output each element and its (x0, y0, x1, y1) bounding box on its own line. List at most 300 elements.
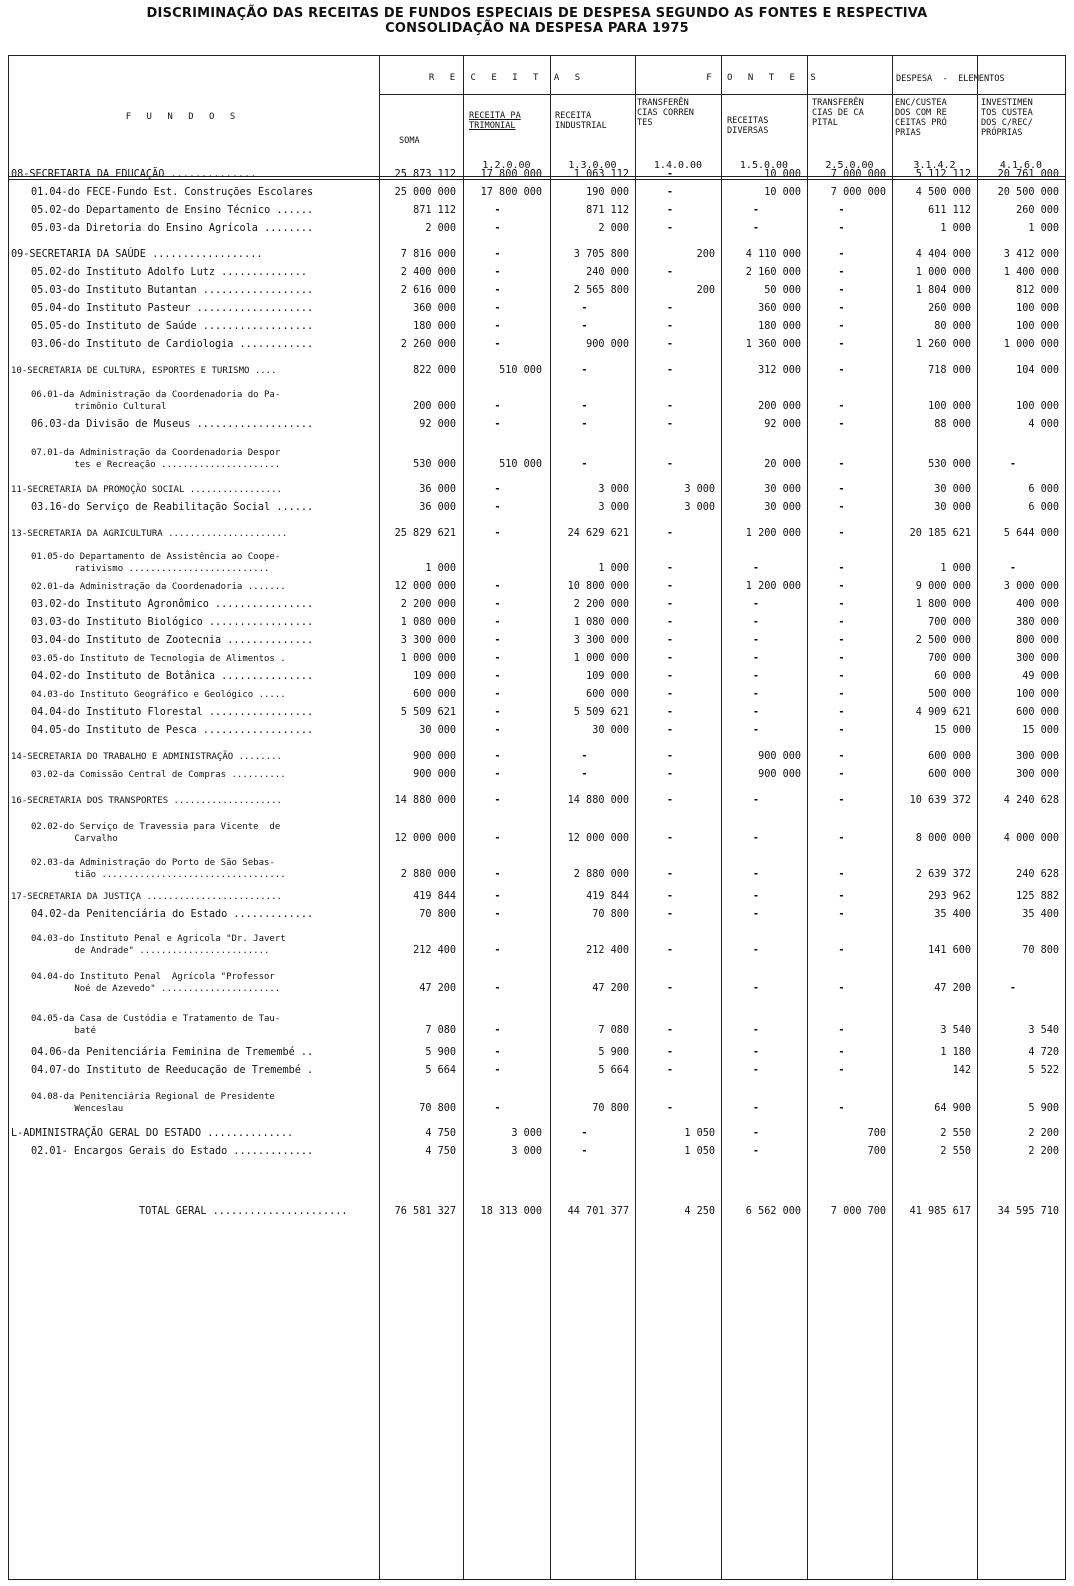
row-value: 800 000 (1016, 635, 1059, 646)
row-value: 900 000 (758, 769, 801, 780)
row-value: - (666, 869, 674, 880)
row-value: 70 800 (592, 909, 629, 920)
row-value: 5 522 (1028, 1065, 1059, 1076)
row-value: 35 400 (934, 909, 971, 920)
row-value: 900 000 (758, 751, 801, 762)
header-fundos: F U N D O S (125, 112, 241, 122)
row-value: 104 000 (1016, 365, 1059, 376)
row-value: 2 000 (425, 223, 456, 234)
row-label: 11-SECRETARIA DA PROMOÇÃO SOCIAL ................. (11, 485, 282, 495)
row-value: - (752, 689, 760, 700)
row-value: 2 565 800 (573, 285, 629, 296)
row-value: 70 800 (419, 909, 456, 920)
row-value: 1 000 (598, 563, 629, 574)
row-value: - (838, 528, 845, 539)
row-label: 16-SECRETARIA DOS TRANSPORTES .................... (11, 796, 282, 806)
row-value: 88 000 (934, 419, 971, 430)
row-label: 13-SECRETARIA DA AGRICULTURA ...................... (11, 529, 288, 539)
row-value: 6 000 (1028, 502, 1059, 513)
row-value: 1 180 (940, 1047, 971, 1058)
row-value: 293 962 (928, 891, 971, 902)
table-row (9, 1126, 1065, 1140)
row-value: - (494, 303, 501, 314)
row-value: - (581, 401, 588, 412)
row-value: - (666, 725, 674, 736)
row-value: - (838, 769, 845, 780)
row-value: 2 639 372 (915, 869, 971, 880)
row-value: 500 000 (928, 689, 971, 700)
row-value: - (666, 528, 674, 539)
row-label: 10-SECRETARIA DE CULTURA, ESPORTES E TURISMO .... (11, 366, 277, 376)
row-value: 20 761 000 (997, 169, 1059, 180)
row-value: - (838, 909, 845, 920)
table-row (9, 705, 1065, 719)
row-value: 1 000 000 (400, 653, 456, 664)
row-value: 7 816 000 (400, 249, 456, 260)
row-value: 4 750 (425, 1146, 456, 1157)
row-value: 4 250 (684, 1206, 715, 1217)
row-value: 41 985 617 (909, 1206, 971, 1217)
row-value: 360 000 (758, 303, 801, 314)
row-value: 80 000 (934, 321, 971, 332)
row-value: 1 000 (425, 563, 456, 574)
row-value: 2 880 000 (400, 869, 456, 880)
row-value: 10 000 (764, 187, 801, 198)
row-value: 1 000 000 (1003, 339, 1059, 350)
row-value: - (1009, 563, 1017, 574)
row-value: 600 000 (586, 689, 629, 700)
row-value: - (494, 891, 501, 902)
row-value: 142 (952, 1065, 971, 1076)
row-value: - (752, 1065, 760, 1076)
table-row (9, 927, 1065, 957)
row-value: 3 705 800 (573, 249, 629, 260)
row-value: - (494, 909, 501, 920)
row-value: 15 000 (934, 725, 971, 736)
row-value: 600 000 (928, 751, 971, 762)
row-label: 03.05-do Instituto de Tecnologia de Alimentos . (31, 654, 286, 664)
row-value: 700 (867, 1146, 886, 1157)
row-value: - (838, 303, 845, 314)
row-value: 360 000 (413, 303, 456, 314)
row-value: 60 000 (934, 671, 971, 682)
row-value: - (752, 833, 760, 844)
row-value: - (838, 869, 845, 880)
row-value: 1 000 (940, 223, 971, 234)
row-value: - (666, 401, 674, 412)
row-value: 700 000 (928, 617, 971, 628)
row-value: - (666, 365, 674, 376)
row-value: 92 000 (419, 419, 456, 430)
table-row (9, 817, 1065, 845)
row-value: 17 800 000 (480, 187, 542, 198)
table-row (9, 1085, 1065, 1115)
table-row (9, 441, 1065, 471)
row-value: 1 000 000 (915, 267, 971, 278)
row-value: 35 400 (1022, 909, 1059, 920)
row-value: - (494, 653, 501, 664)
row-value: 36 000 (419, 502, 456, 513)
row-value: - (838, 419, 845, 430)
row-value: - (494, 751, 501, 762)
row-value: 1 000 (940, 563, 971, 574)
table-row (9, 221, 1065, 235)
row-value: 15 000 (1022, 725, 1059, 736)
code-2-5-0-00: 2.5.0.00 (825, 160, 874, 171)
row-value: - (838, 653, 845, 664)
row-value: - (494, 1025, 501, 1036)
row-value: 200 000 (413, 401, 456, 412)
table-row (9, 1063, 1065, 1077)
row-value: 30 000 (934, 484, 971, 495)
row-value: 240 628 (1016, 869, 1059, 880)
title-line-1: DISCRIMINAÇÃO DAS RECEITAS DE FUNDOS ESPECIAIS DE DESPESA SEGUNDO AS FONTES E RESPECTIVA (146, 6, 928, 21)
table-row (9, 853, 1065, 881)
row-value: - (838, 833, 845, 844)
row-label: 05.02-do Departamento de Ensino Técnico ...... (31, 205, 314, 216)
row-value: 718 000 (928, 365, 971, 376)
row-value: 2 550 (940, 1128, 971, 1139)
row-value: - (494, 484, 501, 495)
row-value: 4 500 000 (915, 187, 971, 198)
row-value: - (752, 707, 760, 718)
row-value: - (838, 267, 845, 278)
row-value: - (494, 707, 501, 718)
row-label: 03.06-do Instituto de Cardiologia ............ (31, 339, 314, 350)
row-value: - (666, 1065, 674, 1076)
row-value: - (666, 795, 674, 806)
code-4-1-6-0: 4.1.6.0 (999, 160, 1043, 171)
table-row (9, 482, 1065, 496)
row-value: 3 000 (511, 1128, 542, 1139)
row-value: 18 313 000 (480, 1206, 542, 1217)
row-value: - (666, 891, 674, 902)
row-value: 1 360 000 (745, 339, 801, 350)
row-value: 5 900 (598, 1047, 629, 1058)
table-row (9, 500, 1065, 514)
row-value: 510 000 (499, 365, 542, 376)
row-value: - (752, 891, 760, 902)
row-value: 2 160 000 (745, 267, 801, 278)
row-value: - (752, 671, 760, 682)
row-value: 2 616 000 (400, 285, 456, 296)
row-value: - (581, 1146, 588, 1157)
row-value: 812 000 (1016, 285, 1059, 296)
table-row (9, 907, 1065, 921)
row-value: - (838, 751, 845, 762)
row-value: - (494, 419, 501, 430)
row-value: 300 000 (1016, 751, 1059, 762)
table-row (9, 651, 1065, 665)
row-label: 03.16-do Serviço de Reabilitação Social ...... (31, 502, 314, 513)
row-value: - (752, 945, 760, 956)
row-value: - (752, 635, 760, 646)
row-value: 10 639 372 (909, 795, 971, 806)
row-value: - (838, 1047, 845, 1058)
row-value: 2 260 000 (400, 339, 456, 350)
row-label: 05.04-do Instituto Pasteur ................... (31, 303, 314, 314)
row-value: 10 000 (764, 169, 801, 180)
header-receita-patrimonial: RECEITA PA TRIMONIAL (469, 111, 521, 131)
row-value: - (752, 653, 760, 664)
row-value: - (1009, 983, 1017, 994)
row-value: - (752, 983, 760, 994)
row-value: 141 600 (928, 945, 971, 956)
row-value: 1 200 000 (745, 581, 801, 592)
row-value: 5 900 (425, 1047, 456, 1058)
row-value: 1 260 000 (915, 339, 971, 350)
row-value: 109 000 (586, 671, 629, 682)
row-value: - (752, 617, 760, 628)
row-label: 04.05-da Casa de Custódia e Tratamento de Tau- baté (31, 1014, 281, 1036)
row-value: - (838, 401, 845, 412)
row-value: - (581, 303, 588, 314)
row-value: 7 080 (425, 1025, 456, 1036)
row-value: 419 844 (413, 891, 456, 902)
row-value: 9 000 000 (915, 581, 971, 592)
row-value: - (666, 563, 674, 574)
table-row (9, 723, 1065, 737)
header-receitas-diversas: RECEITAS DIVERSAS (727, 116, 769, 136)
row-value: 7 080 (598, 1025, 629, 1036)
row-value: 700 000 (928, 653, 971, 664)
table-row (9, 283, 1065, 297)
row-value: - (666, 689, 674, 700)
row-value: 1 804 000 (915, 285, 971, 296)
row-value: 49 000 (1022, 671, 1059, 682)
row-value: 30 000 (764, 484, 801, 495)
row-value: - (494, 689, 501, 700)
row-value: 300 000 (1016, 653, 1059, 664)
row-value: 611 112 (928, 205, 971, 216)
row-value: - (838, 671, 845, 682)
row-value: 419 844 (586, 891, 629, 902)
row-value: - (752, 563, 760, 574)
row-value: 5 509 621 (400, 707, 456, 718)
table-row (9, 247, 1065, 261)
row-value: 92 000 (764, 419, 801, 430)
row-label: 03.02-do Instituto Agronômico ................ (31, 599, 314, 610)
row-value: 530 000 (413, 459, 456, 470)
row-value: - (752, 1103, 760, 1114)
table-row (9, 967, 1065, 995)
row-label: 04.08-da Penitenciária Regional de Presidente Wenceslau (31, 1092, 275, 1114)
table-row (9, 319, 1065, 333)
row-value: 200 (696, 285, 715, 296)
row-value: - (838, 635, 845, 646)
row-value: 2 400 000 (400, 267, 456, 278)
code-1-4-0-00: 1.4.0.00 (653, 160, 703, 171)
table-row (9, 1204, 1065, 1218)
row-value: - (666, 983, 674, 994)
row-value: 1 080 000 (400, 617, 456, 628)
row-value: - (666, 1025, 674, 1036)
row-value: 10 800 000 (567, 581, 629, 592)
row-value: 200 (696, 249, 715, 260)
row-label: 07.01-da Administração da Coordenadoria Despor tes e Recreação ...................... (31, 448, 281, 470)
row-value: - (752, 869, 760, 880)
row-value: - (838, 339, 845, 350)
row-value: 900 000 (413, 751, 456, 762)
row-value: 30 000 (764, 502, 801, 513)
row-value: - (494, 205, 501, 216)
row-value: 5 664 (425, 1065, 456, 1076)
row-value: 12 000 000 (394, 581, 456, 592)
row-label: 06.03-da Divisão de Museus ................... (31, 419, 314, 430)
row-value: - (838, 249, 845, 260)
document-title (0, 6, 1074, 36)
row-value: 3 540 (1028, 1025, 1059, 1036)
row-value: - (666, 653, 674, 664)
row-value: - (494, 795, 501, 806)
row-value: 3 300 000 (400, 635, 456, 646)
row-label: 04.03-do Instituto Penal e Agrícola "Dr. Javert de Andrade" ........................ (31, 934, 286, 956)
row-value: - (838, 321, 845, 332)
row-label: 05.03-da Diretoria do Ensino Agrícola ........ (31, 223, 314, 234)
row-value: 30 000 (934, 502, 971, 513)
row-value: - (752, 725, 760, 736)
table-row (9, 385, 1065, 413)
row-value: 240 000 (586, 267, 629, 278)
row-value: 5 664 (598, 1065, 629, 1076)
table-row (9, 633, 1065, 647)
table-row (9, 265, 1065, 279)
row-value: - (666, 769, 674, 780)
row-label: 04.02-da Penitenciária do Estado ............. (31, 909, 314, 920)
row-value: 600 000 (413, 689, 456, 700)
row-value: - (666, 945, 674, 956)
row-value: - (494, 1103, 501, 1114)
row-value: - (494, 671, 501, 682)
row-value: - (666, 1047, 674, 1058)
table-frame (8, 55, 1066, 1580)
row-value: 64 900 (934, 1103, 971, 1114)
row-label: 04.06-da Penitenciária Feminina de Tremembé .. (31, 1047, 314, 1058)
table-row (9, 301, 1065, 315)
row-value: - (581, 1128, 588, 1139)
row-value: - (666, 581, 674, 592)
row-value: - (494, 581, 501, 592)
table-row (9, 615, 1065, 629)
row-value: 3 000 (684, 502, 715, 513)
row-value: 100 000 (1016, 303, 1059, 314)
row-value: - (666, 303, 674, 314)
row-value: 5 509 621 (573, 707, 629, 718)
row-label: 02.01- Encargos Gerais do Estado ............. (31, 1146, 314, 1157)
table-row (9, 767, 1065, 781)
row-value: 3 000 (511, 1146, 542, 1157)
row-value: - (494, 339, 501, 350)
row-value: - (494, 321, 501, 332)
row-value: - (666, 223, 674, 234)
row-value: 2 200 (1028, 1146, 1059, 1157)
table-row (9, 793, 1065, 807)
row-label: 02.02-do Serviço de Travessia para Vicente de Carvalho (31, 822, 281, 844)
row-value: - (752, 205, 760, 216)
row-label: 03.04-do Instituto de Zootecnia .............. (31, 635, 314, 646)
row-label: 05.03-do Instituto Butantan .................. (31, 285, 314, 296)
table-row (9, 1045, 1065, 1059)
row-value: - (666, 459, 674, 470)
table-row (9, 337, 1065, 351)
row-value: - (581, 419, 588, 430)
row-value: 30 000 (419, 725, 456, 736)
header-receita-industrial: RECEITA INDUSTRIAL (555, 111, 607, 131)
row-value: - (1009, 459, 1017, 470)
row-value: 17 800 000 (480, 169, 542, 180)
row-label: 09-SECRETARIA DA SAÚDE .................. (11, 249, 263, 260)
row-value: 3 000 (598, 502, 629, 513)
header-receitas: R E C E I T A S (428, 73, 586, 83)
row-value: 4 750 (425, 1128, 456, 1139)
row-value: - (581, 321, 588, 332)
row-label: 03.02-da Comissão Central de Compras .......... (31, 770, 286, 780)
row-value: 180 000 (758, 321, 801, 332)
row-value: 4 000 (1028, 419, 1059, 430)
row-value: 4 240 628 (1003, 795, 1059, 806)
row-value: 47 200 (592, 983, 629, 994)
row-value: - (494, 635, 501, 646)
row-value: - (494, 599, 501, 610)
code-3-1-4-2: 3.1.4.2 (913, 160, 956, 171)
row-value: - (838, 891, 845, 902)
row-value: 12 000 000 (567, 833, 629, 844)
row-value: - (838, 563, 845, 574)
row-value: 7 000 700 (830, 1206, 886, 1217)
row-value: - (752, 1047, 760, 1058)
row-value: - (581, 365, 588, 376)
table-row (9, 579, 1065, 593)
row-value: 7 000 000 (830, 169, 886, 180)
row-value: 36 000 (419, 484, 456, 495)
row-value: - (666, 635, 674, 646)
header-transferencias-correntes: TRANSFERÊN CIAS CORREN TES (637, 98, 694, 128)
row-value: 5 900 (1028, 1103, 1059, 1114)
row-value: - (838, 205, 845, 216)
row-value: 24 629 621 (567, 528, 629, 539)
row-value: 20 000 (764, 459, 801, 470)
row-value: - (494, 249, 501, 260)
row-value: 70 800 (419, 1103, 456, 1114)
row-value: - (752, 599, 760, 610)
row-value: - (838, 689, 845, 700)
row-value: - (666, 187, 674, 198)
table-row (9, 167, 1065, 181)
row-value: - (666, 707, 674, 718)
row-value: - (752, 1146, 760, 1157)
row-value: 2 000 (598, 223, 629, 234)
row-value: 822 000 (413, 365, 456, 376)
row-value: 12 000 000 (394, 833, 456, 844)
row-value: 4 720 (1028, 1047, 1059, 1058)
row-label: 04.03-do Instituto Geográfico e Geológico ..... (31, 690, 286, 700)
row-value: 1 000 000 (573, 653, 629, 664)
row-value: 25 873 112 (394, 169, 456, 180)
row-label: 04.04-do Instituto Penal Agrícola "Professor Noé de Azevedo" ...................... (31, 972, 281, 994)
row-value: 190 000 (586, 187, 629, 198)
row-value: 20 500 000 (997, 187, 1059, 198)
row-value: 212 400 (413, 945, 456, 956)
row-value: - (666, 617, 674, 628)
row-value: 25 000 000 (394, 187, 456, 198)
row-value: 871 112 (586, 205, 629, 216)
row-label: 06.01-da Administração da Coordenadoria do Pa- trimônio Cultural (31, 390, 281, 412)
row-value: - (494, 401, 501, 412)
row-value: 50 000 (764, 285, 801, 296)
header-transferencias-capital: TRANSFERÊN CIAS DE CA PITAL (812, 98, 864, 128)
row-value: 2 200 000 (573, 599, 629, 610)
row-value: - (666, 909, 674, 920)
